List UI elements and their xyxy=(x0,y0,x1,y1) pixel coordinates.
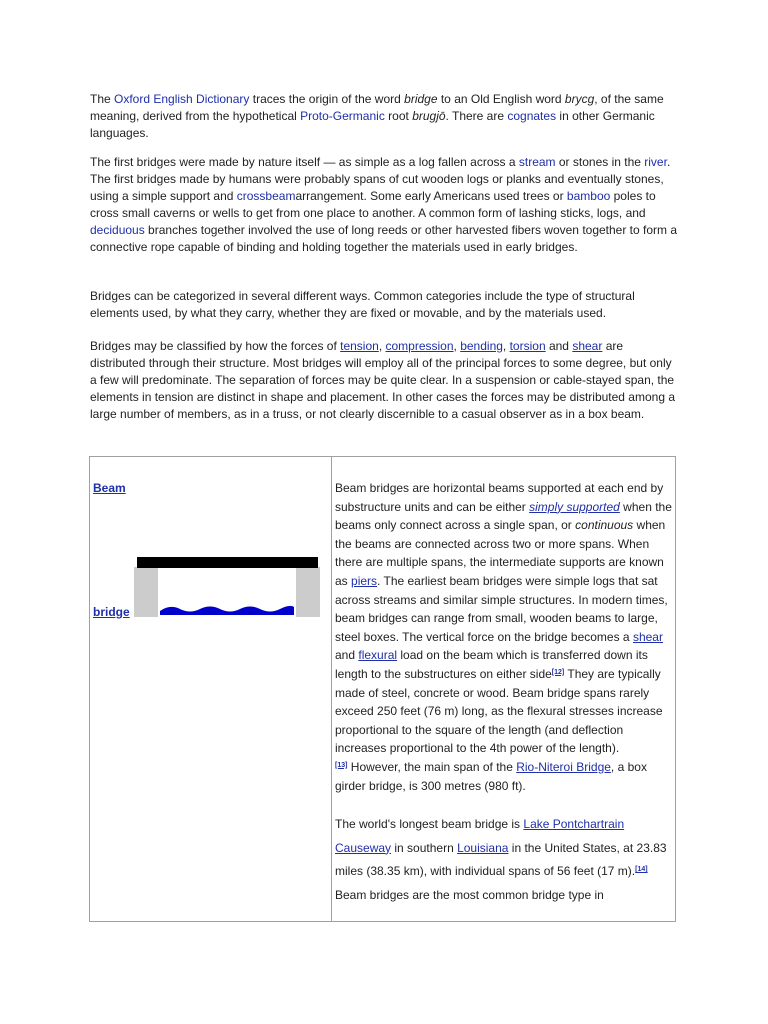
citation-14[interactable]: [14] xyxy=(635,866,648,874)
link-crossbeam[interactable]: crossbeam xyxy=(236,189,296,203)
text: , of the same meaning, derived from the hypothetical xyxy=(90,92,664,123)
text: in southern xyxy=(391,840,458,855)
text: in other Germanic languages. xyxy=(90,109,655,140)
text: , xyxy=(453,339,461,353)
link-river[interactable]: river xyxy=(644,155,667,169)
text: , xyxy=(378,339,386,353)
beam-bridge-illustration xyxy=(134,493,320,617)
text: branches together involved the use of long reeds or other harvested fibers woven together to form a connective rope capable of binding and holding together the materials used in early bridges. xyxy=(90,223,678,254)
link-bending[interactable]: bending xyxy=(460,339,503,353)
link-deciduous[interactable]: deciduous xyxy=(90,223,145,237)
text: to an Old English word xyxy=(437,92,565,106)
citation-13[interactable]: [13] xyxy=(335,761,348,769)
text: in the United States, at 23.83 miles (38.35 km), with individual spans of 56 feet (17 m). xyxy=(335,840,667,879)
text: . The first bridges made by humans were probably spans of cut wooden logs or planks and eventually stones, using a simple support and xyxy=(90,155,671,203)
link-torsion[interactable]: torsion xyxy=(509,339,546,353)
link-cognates[interactable]: cognates xyxy=(507,109,557,123)
beam-bridge-diagram xyxy=(134,493,320,622)
link-text[interactable]: simply supported xyxy=(529,499,620,514)
text: when the beams are connected across two or more spans. When there are multiple spans, the intermediate supports are known as xyxy=(335,518,666,588)
beam-bridge-table xyxy=(89,456,676,922)
link-piers[interactable]: piers xyxy=(351,573,378,588)
text: poles to cross small caverns or wells to get from one place to another. A common form of lashing sticks, logs, and xyxy=(90,189,656,220)
text: The world's longest beam bridge is xyxy=(335,817,524,832)
link-lake-pontchartrain-causeway[interactable]: Lake Pontchartrain Causeway xyxy=(335,817,625,855)
link-bamboo[interactable]: bamboo xyxy=(566,189,611,203)
link-shear-table[interactable]: shear xyxy=(632,629,663,644)
text: , a box girder bridge, is 300 metres (980 ft). xyxy=(335,759,647,793)
left-pier xyxy=(134,567,158,617)
paragraph-etymology xyxy=(90,91,675,142)
longest-beam-paragraph xyxy=(335,813,675,907)
text: . There are xyxy=(445,109,508,123)
link-oxford-english-dictionary[interactable]: Oxford English Dictionary xyxy=(114,92,250,106)
text: The xyxy=(90,92,115,106)
link-stream[interactable]: stream xyxy=(518,155,556,169)
text: Beam bridges are horizontal beams supported at each end by substructure units and can be either xyxy=(335,481,664,514)
text: are distributed through their structure. Most bridges will employ all of the principal forces to some degree, but only a few will predominate. The separation of forces may be quite clear. In a suspension or cable-stayed span, the elements in tension are distinct in shape and placement. In other cases the forces may be distributed among a large number of members, as in a truss, or not clearly discernible to a casual observer as in a box beam. xyxy=(90,339,675,421)
term-brugjo: brugjō xyxy=(412,109,446,123)
text: . The earliest beam bridges were simple logs that sat across streams and similar simple structures. In modern times, beam bridges can range from small, wooden beams to large, steel boxes. The vertical force on the bridge becomes a xyxy=(335,573,668,644)
text: or stones in the xyxy=(555,155,645,169)
link-flexural[interactable]: flexural xyxy=(358,648,398,663)
citation-12[interactable]: [12] xyxy=(551,668,565,676)
column-divider xyxy=(331,457,332,921)
link-rio-niteroi-bridge[interactable]: Rio-Niteroi Bridge xyxy=(516,759,611,774)
link-simply-supported[interactable] xyxy=(529,500,620,514)
text: traces the origin of the word xyxy=(249,92,405,106)
link-compression[interactable]: compression xyxy=(385,339,454,353)
link-proto-germanic[interactable]: Proto-Germanic xyxy=(300,109,385,123)
diagram-background xyxy=(134,493,320,617)
text: load on the beam which is transferred down its length to the substructures on either side xyxy=(335,648,648,681)
term-brycg: brycg xyxy=(564,92,595,106)
link-beam-bridge-bridge[interactable]: bridge xyxy=(93,605,130,619)
right-pier xyxy=(296,567,320,617)
text: and xyxy=(335,648,359,663)
text: They are typically made of steel, concrete or wood. Beam bridge spans rarely exceed 250 feet (76 m) long, as the flexural stresses increase proportional to the square of the length (and deflection increases proportional to the 4th power of the length). xyxy=(335,666,663,756)
text: The first bridges were made by nature itself — as simple as a log fallen across a xyxy=(90,155,519,169)
beam-bridge-description xyxy=(335,479,675,907)
link-louisiana[interactable]: Louisiana xyxy=(457,840,509,855)
text: and xyxy=(545,339,573,353)
text: Bridges may be classified by how the forces of xyxy=(90,339,341,353)
text: arrangement. Some early Americans used trees or xyxy=(295,189,567,203)
beam-description-paragraph xyxy=(335,479,675,795)
paragraph-first-bridges xyxy=(90,154,678,256)
link-shear[interactable]: shear xyxy=(572,339,603,353)
text: , xyxy=(502,339,510,353)
link-tension[interactable]: tension xyxy=(340,339,379,353)
text: when the beams only connect across a single span, or xyxy=(335,499,672,533)
term-continuous: continuous xyxy=(575,518,634,533)
link-beam-bridge-beam[interactable]: Beam xyxy=(93,481,126,495)
text: However, the main span of the xyxy=(347,759,517,774)
term-bridge: bridge xyxy=(404,92,438,106)
paragraph-categories: Bridges can be categorized in several different ways. Common categories include the type of structural elements used, by what they carry, whether they are fixed or movable, and by the materials used. xyxy=(90,289,635,320)
beam-deck xyxy=(137,557,318,568)
paragraph-forces xyxy=(90,338,678,423)
text: Beam bridges are the most common bridge type in xyxy=(335,887,604,902)
text: root xyxy=(384,109,413,123)
